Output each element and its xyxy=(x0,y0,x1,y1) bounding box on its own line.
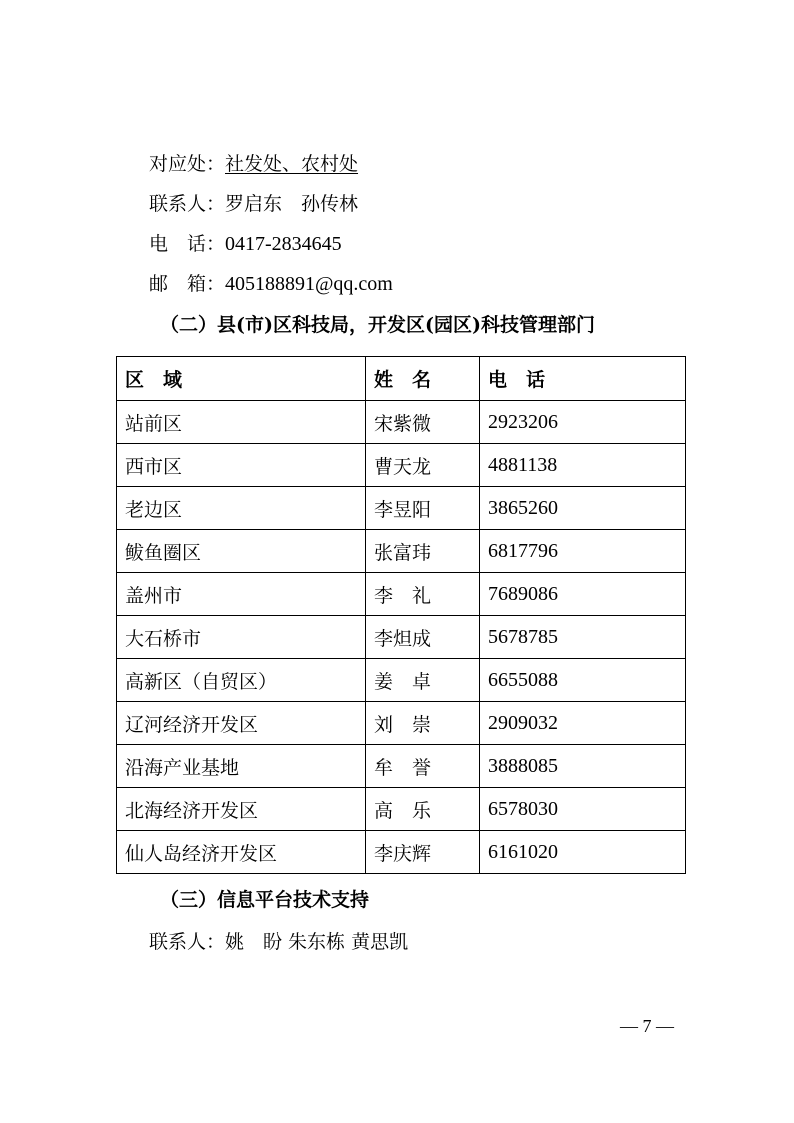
cell-region: 老边区 xyxy=(117,487,366,530)
cell-phone: 6817796 xyxy=(480,530,686,573)
cell-region: 沿海产业基地 xyxy=(117,745,366,788)
table-row xyxy=(117,444,686,487)
contact-person-label: 联系人： xyxy=(149,193,226,215)
cell-region: 鲅鱼圈区 xyxy=(117,530,366,573)
header-region: 区 域 xyxy=(117,357,366,401)
table-row xyxy=(117,616,686,659)
cell-name: 姜 卓 xyxy=(366,659,480,702)
cell-name: 宋紫微 xyxy=(366,401,480,444)
cell-region: 西市区 xyxy=(117,444,366,487)
cell-name: 李 礼 xyxy=(366,573,480,616)
contact-dept-line xyxy=(149,152,358,176)
section3-title: （三）信息平台技术支持 xyxy=(160,889,370,911)
cell-region: 北海经济开发区 xyxy=(117,788,366,831)
cell-region: 大石桥市 xyxy=(117,616,366,659)
table-row xyxy=(117,702,686,745)
cell-phone: 6578030 xyxy=(480,788,686,831)
cell-region: 站前区 xyxy=(117,401,366,444)
cell-phone: 6655088 xyxy=(480,659,686,702)
contact-phone-line xyxy=(149,232,342,256)
table-header-row xyxy=(117,357,686,401)
contact-phone-value: 0417-2834645 xyxy=(225,233,342,255)
contact-email-value: 405188891@qq.com xyxy=(225,273,393,295)
cell-phone: 7689086 xyxy=(480,573,686,616)
table-row xyxy=(117,745,686,788)
cell-region: 盖州市 xyxy=(117,573,366,616)
table-row xyxy=(117,831,686,874)
cell-name: 李庆辉 xyxy=(366,831,480,874)
contact-table xyxy=(116,356,686,874)
cell-phone: 4881138 xyxy=(480,444,686,487)
contact-email-label: 邮 箱： xyxy=(149,273,226,295)
contact-person-line xyxy=(149,192,358,216)
header-name: 姓 名 xyxy=(366,357,480,401)
cell-phone: 5678785 xyxy=(480,616,686,659)
contact-dept-label: 对应处： xyxy=(149,153,226,175)
cell-phone: 2909032 xyxy=(480,702,686,745)
contact-phone-label: 电 话： xyxy=(149,233,226,255)
table-row xyxy=(117,659,686,702)
cell-region: 高新区（自贸区） xyxy=(117,659,366,702)
cell-name: 刘 崇 xyxy=(366,702,480,745)
cell-region: 辽河经济开发区 xyxy=(117,702,366,745)
page-number: — 7 — xyxy=(620,1016,674,1036)
contact-dept-value: 社发处、农村处 xyxy=(225,153,359,175)
cell-phone: 6161020 xyxy=(480,831,686,874)
table-row xyxy=(117,530,686,573)
contact-person-value: 罗启东 孙传林 xyxy=(225,193,359,215)
cell-region: 仙人岛经济开发区 xyxy=(117,831,366,874)
table-row xyxy=(117,573,686,616)
table-row xyxy=(117,487,686,530)
cell-name: 李昱阳 xyxy=(366,487,480,530)
cell-phone: 3865260 xyxy=(480,487,686,530)
table-row xyxy=(117,401,686,444)
cell-name: 牟 誉 xyxy=(366,745,480,788)
section2-title: （二）县(市)区科技局，开发区(园区)科技管理部门 xyxy=(160,314,595,336)
cell-name: 曹天龙 xyxy=(366,444,480,487)
header-phone: 电 话 xyxy=(480,357,686,401)
cell-name: 高 乐 xyxy=(366,788,480,831)
cell-phone: 2923206 xyxy=(480,401,686,444)
table-row xyxy=(117,788,686,831)
contact-email-line xyxy=(149,272,393,296)
section3-contact: 联系人：姚 盼 朱东栋 黄思凯 xyxy=(149,931,409,953)
cell-phone: 3888085 xyxy=(480,745,686,788)
cell-name: 李炟成 xyxy=(366,616,480,659)
cell-name: 张富玮 xyxy=(366,530,480,573)
